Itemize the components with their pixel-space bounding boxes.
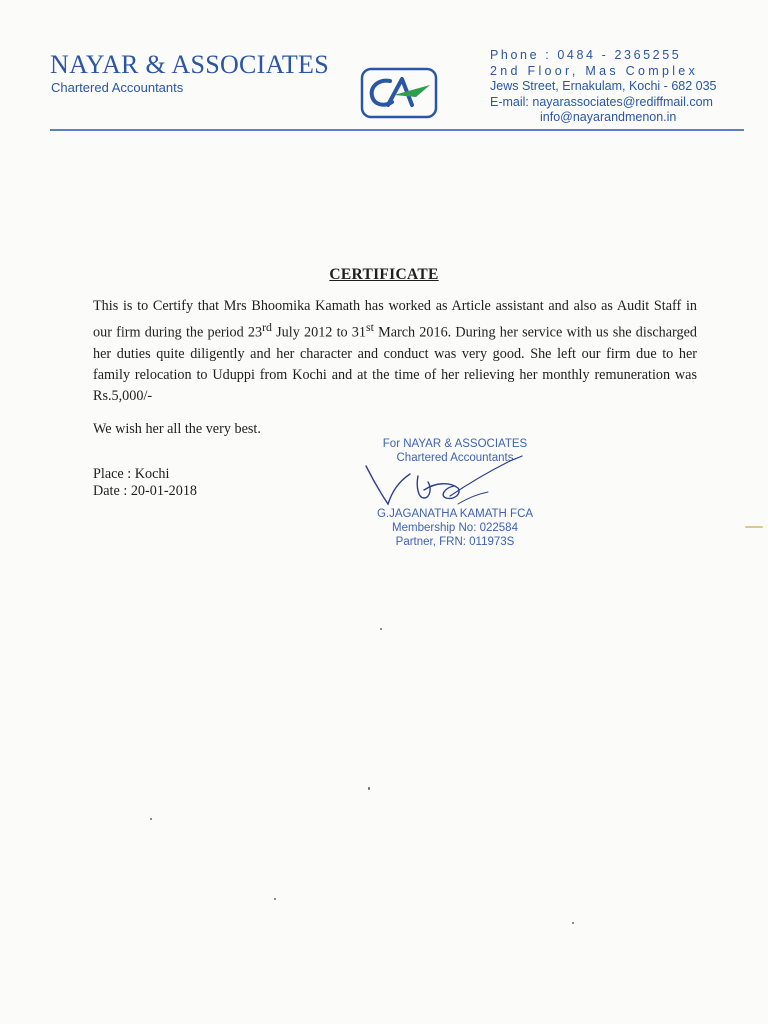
superscript-rd: rd	[262, 320, 272, 334]
address-line-1: 2nd Floor, Mas Complex	[490, 63, 699, 78]
place-line: Place : Kochi	[93, 466, 170, 482]
firm-subtitle: Chartered Accountants	[51, 80, 184, 95]
partner-frn: Partner, FRN: 011973S	[395, 536, 515, 548]
paragraph-part-2: July 2012 to 31	[271, 324, 366, 341]
signatory-firm-line: Chartered Accountants	[396, 452, 514, 464]
paper-speck	[380, 628, 382, 630]
paper-speck	[572, 922, 574, 924]
header-divider	[50, 129, 744, 131]
for-firm-line: For NAYAR & ASSOCIATES	[382, 438, 528, 450]
place-date-block	[93, 466, 197, 500]
address-line-2: Jews Street, Ernakulam, Kochi - 682 035	[490, 79, 717, 93]
email-line: E-mail: nayarassociates@rediffmail.com	[490, 94, 713, 109]
date-line: Date : 20-01-2018	[93, 483, 198, 499]
paper-speck	[368, 787, 370, 790]
paper-speck	[745, 526, 763, 528]
paper-speck	[274, 898, 276, 900]
signatory-name: G.JAGANATHA KAMATH FCA	[376, 508, 534, 520]
superscript-st: st	[366, 320, 374, 334]
wish-line: We wish her all the very best.	[93, 420, 261, 437]
phone-line: Phone : 0484 - 2365255	[490, 48, 682, 62]
certificate-paragraph	[93, 296, 697, 407]
ca-logo-icon	[360, 67, 438, 119]
website-line: info@nayarandmenon.in	[540, 110, 677, 124]
paragraph-part-1: This is to Certify that Mrs Bhoomika Kamath has worked as Article assistant and also as Audit Staff in our firm during the period 23	[93, 298, 697, 341]
firm-name: NAYAR & ASSOCIATES	[50, 50, 329, 79]
membership-number: Membership No: 022584	[392, 522, 518, 534]
paper-speck	[150, 818, 152, 820]
paragraph-part-3: March 2016. During her service with us she discharged her duties quite diligently and her character and conduct was very good. She left our firm due to her family relocation to Uduppi from Kochi and at the time of her relieving her monthly remuneration was Rs.5,000/-	[93, 324, 697, 404]
contact-block	[490, 48, 717, 126]
certificate-title: CERTIFICATE	[329, 266, 439, 283]
certificate-body	[93, 296, 697, 440]
handwritten-signature-icon	[358, 448, 533, 520]
